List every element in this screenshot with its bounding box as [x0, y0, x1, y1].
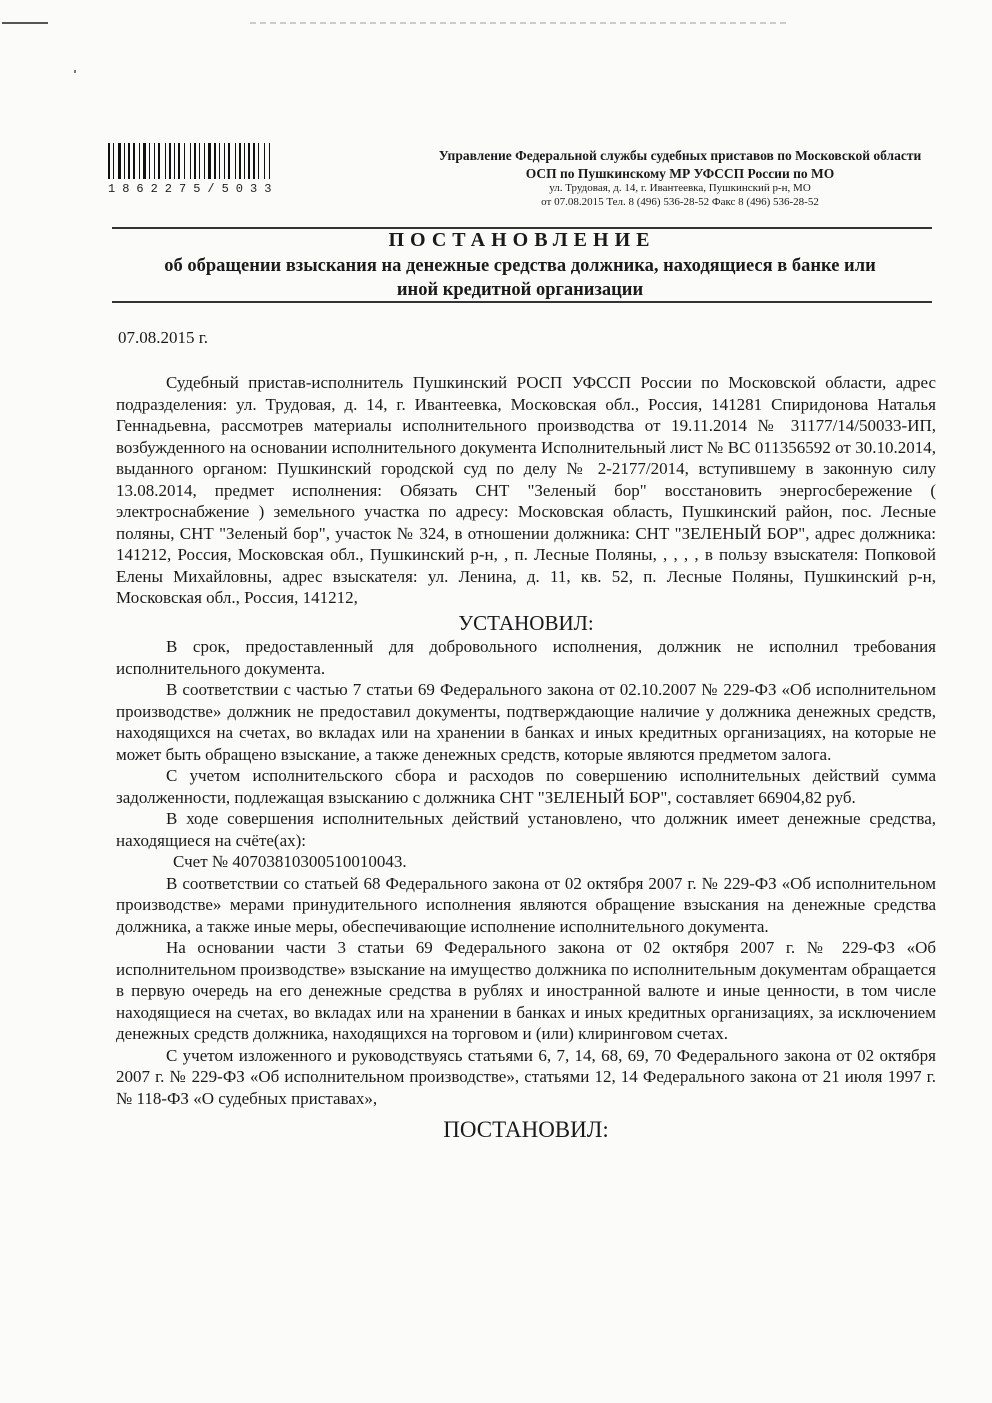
document-body: [116, 372, 936, 1143]
org-name: Управление Федеральной службы судебных приставов по Московской области: [438, 148, 922, 163]
org-address: ул. Трудовая, д. 14, г. Ивантеевка, Пушкинский р-н, МО: [549, 182, 811, 195]
barcode-bar: [184, 143, 185, 179]
barcode-bar: [174, 143, 175, 179]
body-paragraph: С учетом исполнительского сбора и расходов по совершению исполнительных действий сумма задолженности, подлежащая взысканию с должника СНТ "ЗЕЛЕНЫЙ БОР", составляет 66904,82 руб.: [116, 766, 936, 807]
barcode-bar: [217, 143, 218, 179]
barcode-bar: [219, 143, 220, 179]
body-paragraph: В срок, предоставленный для добровольного исполнения, должник не исполнил требования исполнительного документа.: [116, 637, 936, 678]
barcode-bar: [186, 143, 189, 179]
barcode-bar: [226, 143, 227, 179]
barcode-bar: [149, 143, 150, 179]
barcode-bar: [269, 143, 270, 179]
barcode-bars: [108, 143, 314, 179]
barcode-bar: [161, 143, 164, 179]
barcode-bar: [128, 143, 130, 179]
barcode-bar: [228, 143, 230, 179]
body-paragraph: В ходе совершения исполнительных действий установлено, что должник имеет денежные средства, находящиеся на счёте(ах):: [116, 809, 936, 850]
barcode-bar: [126, 143, 127, 179]
barcode-bar: [251, 143, 252, 179]
document-title: ПОСТАНОВЛЕНИЕ: [388, 229, 656, 251]
barcode-bar: [214, 143, 216, 179]
barcode-bar: [167, 143, 168, 179]
barcode-bar: [199, 143, 200, 179]
barcode-bar: [154, 143, 155, 179]
barcode-bar: [124, 143, 125, 179]
barcode-bar: [115, 143, 117, 179]
barcode-bar: [151, 143, 153, 179]
barcode-bar: [156, 143, 157, 179]
intro-paragraph: Судебный пристав-исполнитель Пушкинский РОСП УФССП России по Московской области, адрес подразделения: ул. Трудовая, д. 14, г. Ивантеевка, Московская обл., Россия, 141281 Спиридонова Наталья Геннадьевна, рассмотрев материалы исполнительного производства от 19.11.2014 № 31177/14/50033-ИП, возбужденного на основании исполнительного документа Исполнительный лист № ВС 011356592 от 30.10.2014, выданного органом: Пушкинский городской суд по делу № 2-2177/2014, вступившему в законную силу 13.08.2014, предмет исполнения: Обязать СНТ "Зеленый бор" восстановить энергосбережение ( электроснабжение ) земельного участка по адресу: Московская область, Пушкинский район, пос. Лесные поляны, СНТ "Зеленый бор", участок № 324, в отношении должника: СНТ "ЗЕЛЕНЫЙ БОР", адрес должника: 141212, Россия, Московская обл., Пушкинский р-н, , п. Лесные Поляны, , , , , в пользу взыскателя: Попковой Елены Михайловны, адрес взыскателя: ул. Ленина, д. 11, кв. 52, п. Лесные Поляны, Пушкинский р-н, Московская обл., Россия, 141212,: [116, 373, 936, 607]
body-paragraph: В соответствии со статьей 68 Федерального закона от 02 октября 2007 г. № 229-ФЗ «Об исполнительном производстве» мерами принудительного исполнения являются обращение взыскания на денежные средства должника, а также иные меры, обеспечивающие исполнение исполнительного документа.: [116, 873, 936, 936]
barcode-bar: [122, 143, 123, 179]
barcode-bar: [246, 143, 247, 179]
barcode-bar: [176, 143, 177, 179]
barcode-bar: [221, 143, 223, 179]
scan-artifact-dot: [74, 70, 76, 73]
title-rule-bottom: [112, 301, 932, 303]
barcode-bar: [212, 143, 213, 179]
org-department: ОСП по Пушкинскому МР УФССП России по МО: [525, 166, 835, 182]
barcode-bar: [108, 143, 110, 179]
issuing-organization: [430, 148, 930, 209]
barcode-bar: [253, 143, 255, 179]
barcode-bar: [271, 143, 272, 179]
barcode-bar: [231, 143, 234, 179]
barcode: [108, 143, 318, 196]
barcode-bar: [169, 143, 171, 179]
body-paragraph: В соответствии с частью 7 статьи 69 Федерального закона от 02.10.2007 № 229-ФЗ «Об исполнительном производстве» должник не предоставил документы, подтверждающие наличие у должника денежных средств, находящихся на счетах, во вкладах или на хранении в банках и иных кредитных организациях, на которые не может быть обращено взыскание, а также денежных средств, которые являются предметом залога.: [116, 680, 936, 764]
barcode-bar: [136, 143, 138, 179]
barcode-bar: [158, 143, 160, 179]
barcode-bar: [260, 143, 263, 179]
section-established-heading: УСТАНОВИЛ:: [458, 610, 594, 635]
barcode-bar: [237, 143, 238, 179]
document-date: 07.08.2015 г.: [118, 328, 209, 347]
barcode-bar: [224, 143, 225, 179]
barcode-bar: [258, 143, 259, 179]
scan-artifact: [2, 22, 48, 24]
barcode-bar: [111, 143, 112, 179]
barcode-bar: [264, 143, 265, 179]
body-paragraph: С учетом изложенного и руководствуясь статьями 6, 7, 14, 68, 69, 70 Федерального закона от 02 октября 2007 г. № 229-ФЗ «Об исполнительном производстве», статьями 12, 14 Федерального закона от 21 июля 1997 г. № 118-ФЗ «О судебных приставах»,: [116, 1045, 936, 1108]
account-number: Счет № 40703810300510010043.: [173, 852, 407, 871]
barcode-bar: [244, 143, 245, 179]
barcode-number: 1862275/5033: [108, 182, 279, 196]
barcode-bar: [204, 143, 205, 179]
barcode-bar: [141, 143, 142, 179]
document-subtitle: об обращении взыскания на денежные средства должника, находящиеся в банке или иной кредитной организации: [164, 256, 876, 300]
barcode-bar: [113, 143, 114, 179]
barcode-bar: [248, 143, 250, 179]
barcode-bar: [194, 143, 196, 179]
body-paragraph: На основании части 3 статьи 69 Федерального закона от 02 октября 2007 г. № 229-ФЗ «Об исполнительном производстве» взыскание на имущество должника по исполнительным документам обращается в первую очередь на его денежные средства в рублях и иностранной валюте и иные ценности, в том числе находящиеся на счетах, во вкладах или на хранении в банках и иных кредитных организациях, за исключением денежных средств должника, находящихся на торговом и (или) клиринговом счетах.: [116, 938, 936, 1043]
org-contacts: от 07.08.2015 Тел. 8 (496) 536-28-52 Факс 8 (496) 536-28-52: [541, 195, 819, 208]
barcode-bar: [201, 143, 203, 179]
barcode-bar: [178, 143, 180, 179]
barcode-bar: [235, 143, 236, 179]
barcode-bar: [239, 143, 241, 179]
barcode-bar: [131, 143, 132, 179]
barcode-bar: [133, 143, 135, 179]
barcode-bar: [118, 143, 121, 179]
barcode-bar: [266, 143, 268, 179]
barcode-bar: [192, 143, 193, 179]
barcode-bar: [242, 143, 243, 179]
barcode-bar: [139, 143, 140, 179]
barcode-bar: [208, 143, 211, 179]
barcode-bar: [172, 143, 173, 179]
barcode-bar: [190, 143, 191, 179]
scan-edge-artifact: [250, 22, 790, 24]
barcode-bar: [147, 143, 148, 179]
barcode-bar: [165, 143, 166, 179]
barcode-bar: [256, 143, 257, 179]
barcode-bar: [197, 143, 198, 179]
barcode-bar: [181, 143, 183, 179]
barcode-bar: [206, 143, 207, 179]
section-resolved-heading: ПОСТАНОВИЛ:: [443, 1117, 609, 1142]
barcode-bar: [143, 143, 146, 179]
